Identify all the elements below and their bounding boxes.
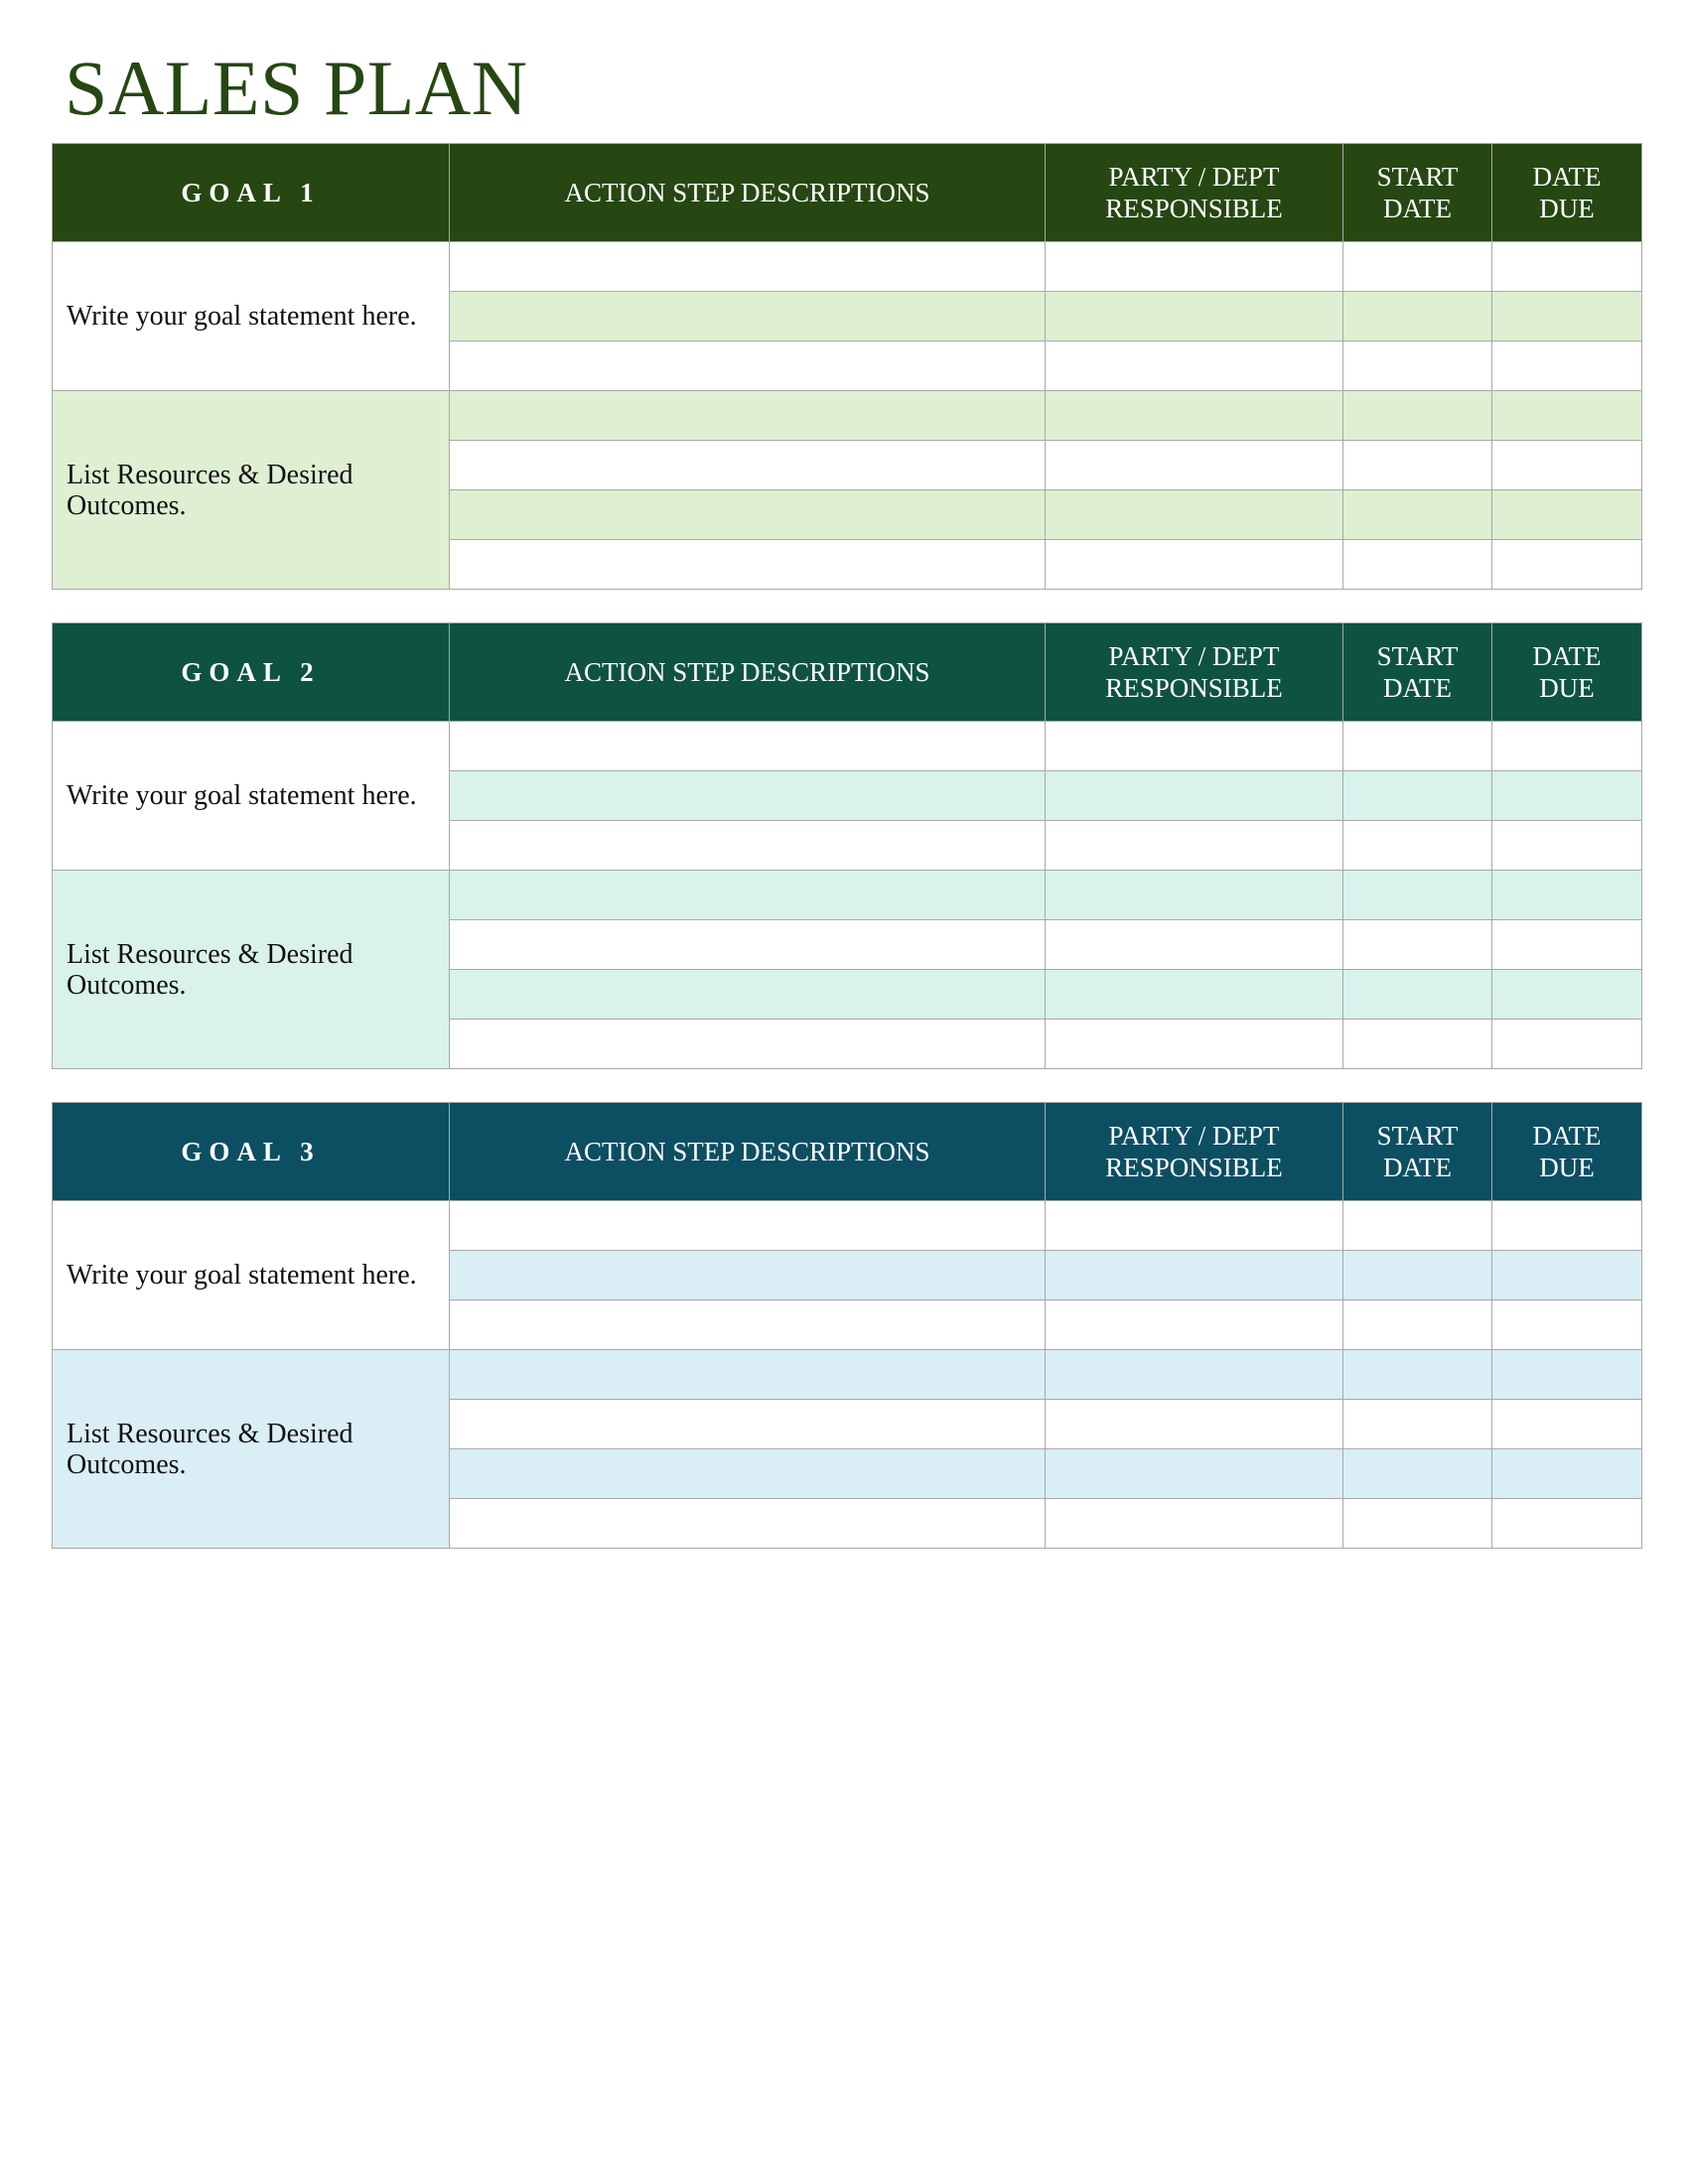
date-due-cell[interactable]	[1492, 871, 1642, 920]
party-responsible-cell[interactable]	[1046, 242, 1343, 292]
date-due-cell[interactable]	[1492, 771, 1642, 821]
action-step-cell[interactable]	[450, 242, 1046, 292]
header-party-responsible	[1046, 1103, 1343, 1201]
party-responsible-cell[interactable]	[1046, 490, 1343, 540]
date-due-cell[interactable]	[1492, 540, 1642, 590]
start-date-cell[interactable]	[1343, 441, 1492, 490]
start-date-cell[interactable]	[1343, 1251, 1492, 1300]
party-responsible-cell[interactable]	[1046, 1499, 1343, 1549]
goal-header-row	[53, 1103, 1642, 1201]
action-row	[53, 722, 1642, 771]
page-title: SALES PLAN	[65, 45, 528, 131]
action-step-cell[interactable]	[450, 1449, 1046, 1499]
party-responsible-cell[interactable]	[1046, 871, 1343, 920]
party-responsible-cell[interactable]	[1046, 1300, 1343, 1350]
header-action-steps: ACTION STEP DESCRIPTIONS	[450, 144, 1046, 242]
action-step-cell[interactable]	[450, 292, 1046, 341]
goal-statement: Write your goal statement here.	[67, 780, 417, 811]
header-party-line1: PARTY / DEPT	[1108, 1121, 1280, 1151]
header-start-date	[1343, 1103, 1492, 1201]
date-due-cell[interactable]	[1492, 920, 1642, 970]
date-due-cell[interactable]	[1492, 1449, 1642, 1499]
date-due-cell[interactable]	[1492, 722, 1642, 771]
start-date-cell[interactable]	[1343, 871, 1492, 920]
party-responsible-cell[interactable]	[1046, 970, 1343, 1020]
resources-outcomes: List Resources & Desired Outcomes.	[67, 1418, 353, 1480]
start-date-cell[interactable]	[1343, 1400, 1492, 1449]
date-due-cell[interactable]	[1492, 970, 1642, 1020]
action-step-cell[interactable]	[450, 1300, 1046, 1350]
goal-statement: Write your goal statement here.	[67, 1260, 417, 1291]
date-due-cell[interactable]	[1492, 292, 1642, 341]
start-date-cell[interactable]	[1343, 1300, 1492, 1350]
start-date-cell[interactable]	[1343, 920, 1492, 970]
header-action-steps: ACTION STEP DESCRIPTIONS	[450, 1103, 1046, 1201]
resources-cell[interactable]	[53, 1350, 450, 1549]
header-start-date	[1343, 144, 1492, 242]
goal-statement-cell[interactable]	[53, 722, 450, 871]
date-due-cell[interactable]	[1492, 1251, 1642, 1300]
date-due-cell[interactable]	[1492, 1400, 1642, 1449]
action-step-cell[interactable]	[450, 1020, 1046, 1069]
header-start-line2: DATE	[1383, 194, 1452, 223]
party-responsible-cell[interactable]	[1046, 920, 1343, 970]
resources-outcomes: List Resources & Desired Outcomes.	[67, 938, 353, 1001]
date-due-cell[interactable]	[1492, 1201, 1642, 1251]
action-step-cell[interactable]	[450, 821, 1046, 871]
date-due-cell[interactable]	[1492, 1020, 1642, 1069]
header-due-line1: DATE	[1532, 162, 1602, 192]
party-responsible-cell[interactable]	[1046, 391, 1343, 441]
start-date-cell[interactable]	[1343, 1020, 1492, 1069]
action-step-cell[interactable]	[450, 920, 1046, 970]
party-responsible-cell[interactable]	[1046, 1400, 1343, 1449]
action-step-cell[interactable]	[450, 722, 1046, 771]
header-party-line2: RESPONSIBLE	[1105, 1153, 1283, 1182]
action-step-cell[interactable]	[450, 490, 1046, 540]
date-due-cell[interactable]	[1492, 341, 1642, 391]
action-step-cell[interactable]	[450, 1400, 1046, 1449]
resources-cell[interactable]	[53, 391, 450, 590]
header-due-line2: DUE	[1539, 194, 1595, 223]
date-due-cell[interactable]	[1492, 391, 1642, 441]
party-responsible-cell[interactable]	[1046, 341, 1343, 391]
header-date-due	[1492, 144, 1642, 242]
start-date-cell[interactable]	[1343, 540, 1492, 590]
goal-table-2	[52, 622, 1642, 1069]
party-responsible-cell[interactable]	[1046, 1350, 1343, 1400]
header-party-responsible	[1046, 623, 1343, 722]
action-row	[53, 391, 1642, 441]
goal-label: GOAL 2	[53, 623, 450, 722]
header-due-line1: DATE	[1532, 641, 1602, 671]
date-due-cell[interactable]	[1492, 1499, 1642, 1549]
header-start-line1: START	[1376, 641, 1459, 671]
date-due-cell[interactable]	[1492, 242, 1642, 292]
start-date-cell[interactable]	[1343, 970, 1492, 1020]
header-start-line1: START	[1376, 162, 1459, 192]
header-party-responsible	[1046, 144, 1343, 242]
header-start-line1: START	[1376, 1121, 1459, 1151]
header-start-line2: DATE	[1383, 673, 1452, 703]
date-due-cell[interactable]	[1492, 490, 1642, 540]
date-due-cell[interactable]	[1492, 441, 1642, 490]
action-step-cell[interactable]	[450, 540, 1046, 590]
date-due-cell[interactable]	[1492, 1300, 1642, 1350]
party-responsible-cell[interactable]	[1046, 1020, 1343, 1069]
goal-table-1	[52, 143, 1642, 590]
goal-header-row	[53, 623, 1642, 722]
party-responsible-cell[interactable]	[1046, 771, 1343, 821]
action-step-cell[interactable]	[450, 970, 1046, 1020]
start-date-cell[interactable]	[1343, 1350, 1492, 1400]
start-date-cell[interactable]	[1343, 1201, 1492, 1251]
resources-outcomes: List Resources & Desired Outcomes.	[67, 459, 353, 521]
header-party-line1: PARTY / DEPT	[1108, 162, 1280, 192]
action-row	[53, 1201, 1642, 1251]
goal-tables	[52, 143, 1641, 1581]
date-due-cell[interactable]	[1492, 821, 1642, 871]
header-due-line2: DUE	[1539, 673, 1595, 703]
start-date-cell[interactable]	[1343, 722, 1492, 771]
header-start-line2: DATE	[1383, 1153, 1452, 1182]
header-party-line2: RESPONSIBLE	[1105, 194, 1283, 223]
header-party-line2: RESPONSIBLE	[1105, 673, 1283, 703]
start-date-cell[interactable]	[1343, 292, 1492, 341]
goal-label: GOAL 1	[53, 144, 450, 242]
goal-statement-cell[interactable]	[53, 242, 450, 391]
action-step-cell[interactable]	[450, 391, 1046, 441]
header-due-line1: DATE	[1532, 1121, 1602, 1151]
action-step-cell[interactable]	[450, 871, 1046, 920]
party-responsible-cell[interactable]	[1046, 722, 1343, 771]
start-date-cell[interactable]	[1343, 1499, 1492, 1549]
start-date-cell[interactable]	[1343, 391, 1492, 441]
start-date-cell[interactable]	[1343, 1449, 1492, 1499]
action-row	[53, 1350, 1642, 1400]
header-date-due	[1492, 623, 1642, 722]
header-date-due	[1492, 1103, 1642, 1201]
date-due-cell[interactable]	[1492, 1350, 1642, 1400]
goal-statement-cell[interactable]	[53, 1201, 450, 1350]
party-responsible-cell[interactable]	[1046, 1251, 1343, 1300]
action-step-cell[interactable]	[450, 1251, 1046, 1300]
start-date-cell[interactable]	[1343, 242, 1492, 292]
action-row	[53, 871, 1642, 920]
start-date-cell[interactable]	[1343, 341, 1492, 391]
party-responsible-cell[interactable]	[1046, 1201, 1343, 1251]
action-step-cell[interactable]	[450, 1350, 1046, 1400]
goal-header-row	[53, 144, 1642, 242]
goal-table-3	[52, 1102, 1642, 1549]
party-responsible-cell[interactable]	[1046, 821, 1343, 871]
start-date-cell[interactable]	[1343, 771, 1492, 821]
action-step-cell[interactable]	[450, 341, 1046, 391]
header-party-line1: PARTY / DEPT	[1108, 641, 1280, 671]
goal-statement: Write your goal statement here.	[67, 301, 417, 332]
party-responsible-cell[interactable]	[1046, 441, 1343, 490]
start-date-cell[interactable]	[1343, 821, 1492, 871]
start-date-cell[interactable]	[1343, 490, 1492, 540]
resources-cell[interactable]	[53, 871, 450, 1069]
header-action-steps: ACTION STEP DESCRIPTIONS	[450, 623, 1046, 722]
action-row	[53, 242, 1642, 292]
action-step-cell[interactable]	[450, 1499, 1046, 1549]
party-responsible-cell[interactable]	[1046, 292, 1343, 341]
action-step-cell[interactable]	[450, 771, 1046, 821]
party-responsible-cell[interactable]	[1046, 540, 1343, 590]
action-step-cell[interactable]	[450, 1201, 1046, 1251]
header-start-date	[1343, 623, 1492, 722]
party-responsible-cell[interactable]	[1046, 1449, 1343, 1499]
action-step-cell[interactable]	[450, 441, 1046, 490]
header-due-line2: DUE	[1539, 1153, 1595, 1182]
goal-label: GOAL 3	[53, 1103, 450, 1201]
